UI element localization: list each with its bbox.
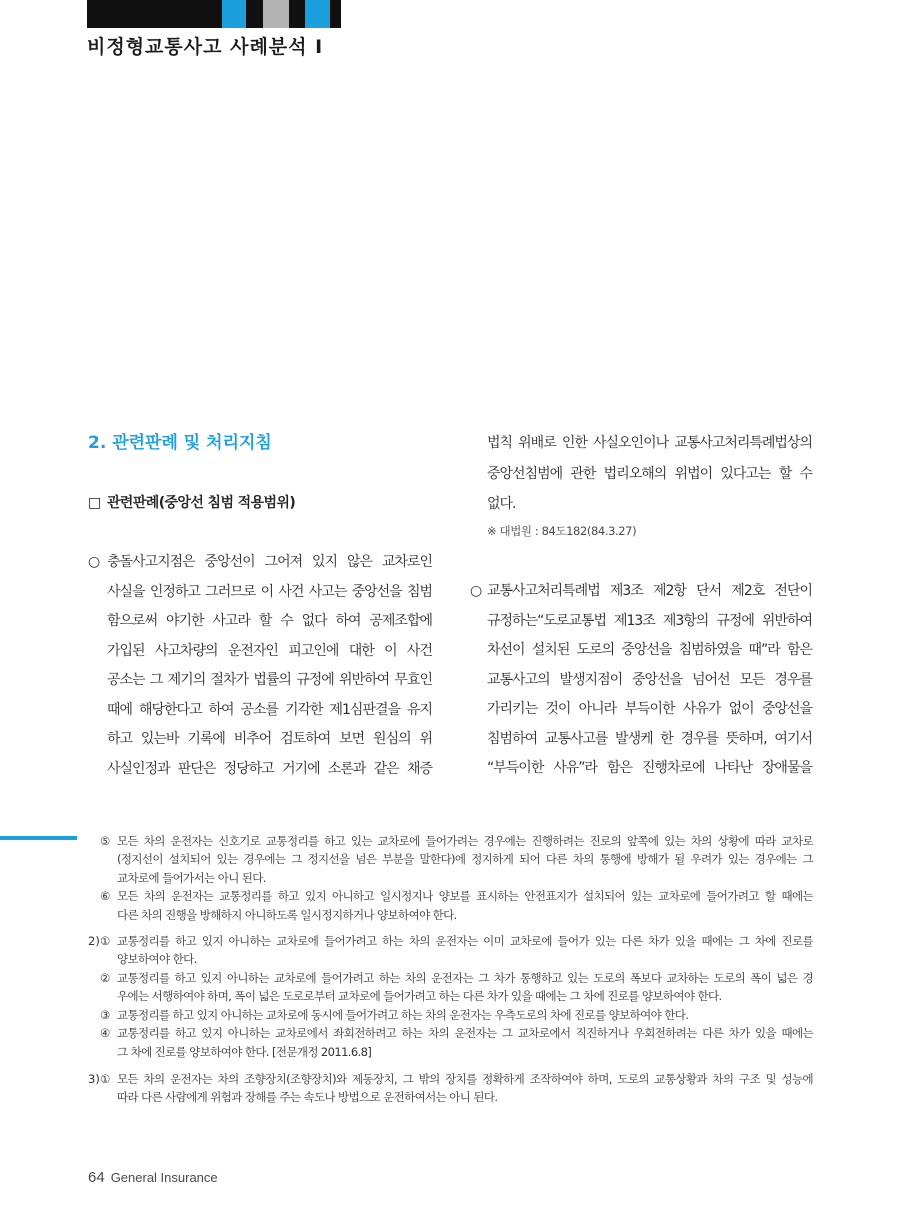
circle-bullet-icon: ○: [88, 554, 101, 570]
footnote-line: 교통정리를 하고 있지 아니하는 교차로에 들어가려고 하는 차의 운전자는 그 차가 통행하고 있는 도로의 폭보다 교차하는 도로의 폭이 넓은 경: [117, 970, 813, 985]
page-footer: [88, 1168, 218, 1188]
footnote-item: [100, 887, 813, 924]
text-line: 함으로써 야기한 사고라 할 수 없다 하여 공제조합에: [107, 613, 432, 629]
footnote-line: 다른 차의 진행을 방해하지 아니하도록 일시정지하거나 양보하여야 한다.: [117, 907, 457, 922]
footnote-line: 교통정리를 하고 있지 아니하는 교차로에서 좌회전하려고 하는 차의 운전자는 그 교차로에서 직진하거나 우회전하려는 다른 차가 있을 때에는: [117, 1026, 813, 1041]
publication-name: General Insurance: [110, 1170, 218, 1185]
footnote-marker: ④: [100, 1026, 111, 1041]
text-line: 충돌사고지점은 중앙선이 그어져 있지 않은 교차로인: [107, 554, 432, 570]
right-column-paragraph: [470, 577, 812, 784]
footnote-line: 그 차에 진로를 양보하여야 한다. [전문개정 2011.6.8]: [117, 1044, 372, 1059]
header-bar-segment: [305, 0, 330, 28]
footnote-line: 교통정리를 하고 있지 아니하는 교차로에 들어가려고 하는 차의 운전자는 이미 교차로에 들어가 있는 다른 차가 있을 때에는 그 차에 진로를: [117, 933, 813, 948]
footnote-line: 모든 차의 운전자는 차의 조향장치(조향장치)와 제동장치, 그 밖의 장치를 정확하게 조작하여야 하며, 도로의 교통상황과 차의 구조 및 성능에: [117, 1071, 813, 1086]
footnote-item: [100, 1070, 813, 1107]
text-line: 사실을 인정하고 그러므로 이 사건 사고는 중앙선을 침범: [107, 583, 432, 600]
footnote-divider: [0, 836, 77, 840]
text-line: 교통사고처리특례법 제3조 제2항 단서 제2호 전단이: [487, 583, 812, 599]
page-number: 64: [88, 1169, 105, 1186]
text-line: 사실인정과 판단은 정당하고 거기에 소론과 같은 채증: [107, 760, 432, 777]
text-line: “부득이한 사유”라 함은 진행차로에 나타난 장애물을: [487, 760, 812, 776]
header-bar-segment: [87, 0, 222, 28]
footnote-line: 교차로에 들어가서는 아니 된다.: [117, 870, 266, 885]
footnote-number: 3): [88, 1071, 100, 1086]
footnote-line: (정지선이 설치되어 있는 경우에는 그 정지선을 넘은 부분을 말한다)에 정지하게 되어 다른 차의 통행에 방해가 될 우려가 있는 경우에는 그: [117, 852, 813, 867]
header-bar-segment: [246, 0, 263, 28]
text-line: 법칙 위배로 인한 사실오인이나 교통사고처리특례법상의: [487, 435, 812, 451]
text-line: 공소는 그 제기의 절차가 법률의 규정에 위반하여 무효인: [107, 672, 432, 688]
text-line: 차선이 설치된 도로의 중앙선을 침범하였을 때”라 함은: [487, 642, 812, 658]
text-line: 중앙선침범에 관한 법리오해의 위법이 있다고는 할 수: [487, 465, 812, 482]
footnote-marker: ②: [100, 970, 111, 985]
text-line: 때에 해당한다고 하여 공소를 기각한 제1심판결을 유지: [107, 701, 432, 718]
footnote-line: 우에는 서행하여야 하며, 폭이 넓은 도로로부터 교차로에 들어가려고 하는 다른 차가 있을 때에는 그 차에 진로를 양보하여야 한다.: [117, 989, 722, 1004]
text-line: 규정하는“도로교통법 제13조 제3항의 규정에 위반하여: [487, 612, 812, 629]
text-line: 가리키는 것이 아니라 부득이한 사유가 없이 중앙선을: [487, 701, 812, 717]
header-bar-segment: [289, 0, 305, 28]
footnote-group: [88, 932, 813, 1062]
left-column-paragraph: [88, 548, 432, 784]
header-bar-segment: [222, 0, 246, 28]
subsection-heading: [88, 493, 432, 513]
footnote-item: [100, 832, 813, 888]
footnote-number: 2): [88, 933, 100, 948]
text-line: 가입된 사고차량의 운전자인 피고인에 대한 이 사건: [107, 642, 432, 659]
right-column-continuation: [487, 428, 812, 520]
circle-bullet-icon: ○: [470, 583, 483, 599]
subsection-heading-text: 관련판례(중앙선 침범 적용범위): [107, 495, 296, 511]
footnote-line: 따라 다른 사람에게 위험과 장해를 주는 속도나 방법으로 운전하여서는 아니 된다.: [117, 1090, 498, 1105]
footnote-marker: ⑤: [100, 833, 111, 848]
footnote-group: [88, 1070, 813, 1107]
footnote-item: [100, 1024, 813, 1061]
footnote-line: 모든 차의 운전자는 교통정리를 하고 있지 아니하고 일시정지나 양보를 표시하는 안전표지가 설치되어 있는 교차로에 들어가려고 할 때에는: [117, 889, 813, 904]
footnote-marker: ⑥: [100, 889, 111, 904]
footnote-group: [88, 832, 813, 925]
footnote-line: 모든 차의 운전자는 신호기로 교통정리를 하고 있는 교차로에 들어가려는 경우에는 진행하려는 진로의 앞쪽에 있는 차의 상황에 따라 교차로: [117, 833, 813, 848]
footnote-item: [100, 969, 813, 1006]
footnote-item: [100, 932, 813, 969]
footnote-line: 교통정리를 하고 있지 아니하는 교차로에 동시에 들어가려고 하는 차의 운전자는 우측도로의 차에 진로를 양보하여야 한다.: [117, 1007, 689, 1022]
square-bullet-icon: □: [88, 495, 102, 511]
page-title: 비정형교통사고 사례분석 Ⅰ: [87, 36, 324, 58]
footnote-marker: ①: [100, 933, 111, 948]
header-bar-segment: [263, 0, 289, 28]
footnote-item: [100, 1006, 813, 1025]
text-line: 교통사고의 발생지점이 중앙선을 넘어선 모든 경우를: [487, 671, 812, 688]
text-line: 침범하여 교통사고를 발생케 한 경우를 뜻하며, 여기서: [487, 730, 812, 747]
footnote-marker: ③: [100, 1007, 111, 1022]
footnote-marker: ①: [100, 1071, 111, 1086]
section-heading: 2. 관련판례 및 처리지침: [88, 433, 272, 453]
court-citation: ※ 대법원 : 84도182(84.3.27): [487, 524, 637, 538]
footnote-line: 양보하여야 한다.: [117, 952, 197, 967]
text-line: 하고 있는바 기록에 비추어 검토하여 보면 원심의 위: [107, 731, 432, 747]
text-line: 없다.: [487, 496, 516, 512]
header-bar-segment: [330, 0, 341, 28]
